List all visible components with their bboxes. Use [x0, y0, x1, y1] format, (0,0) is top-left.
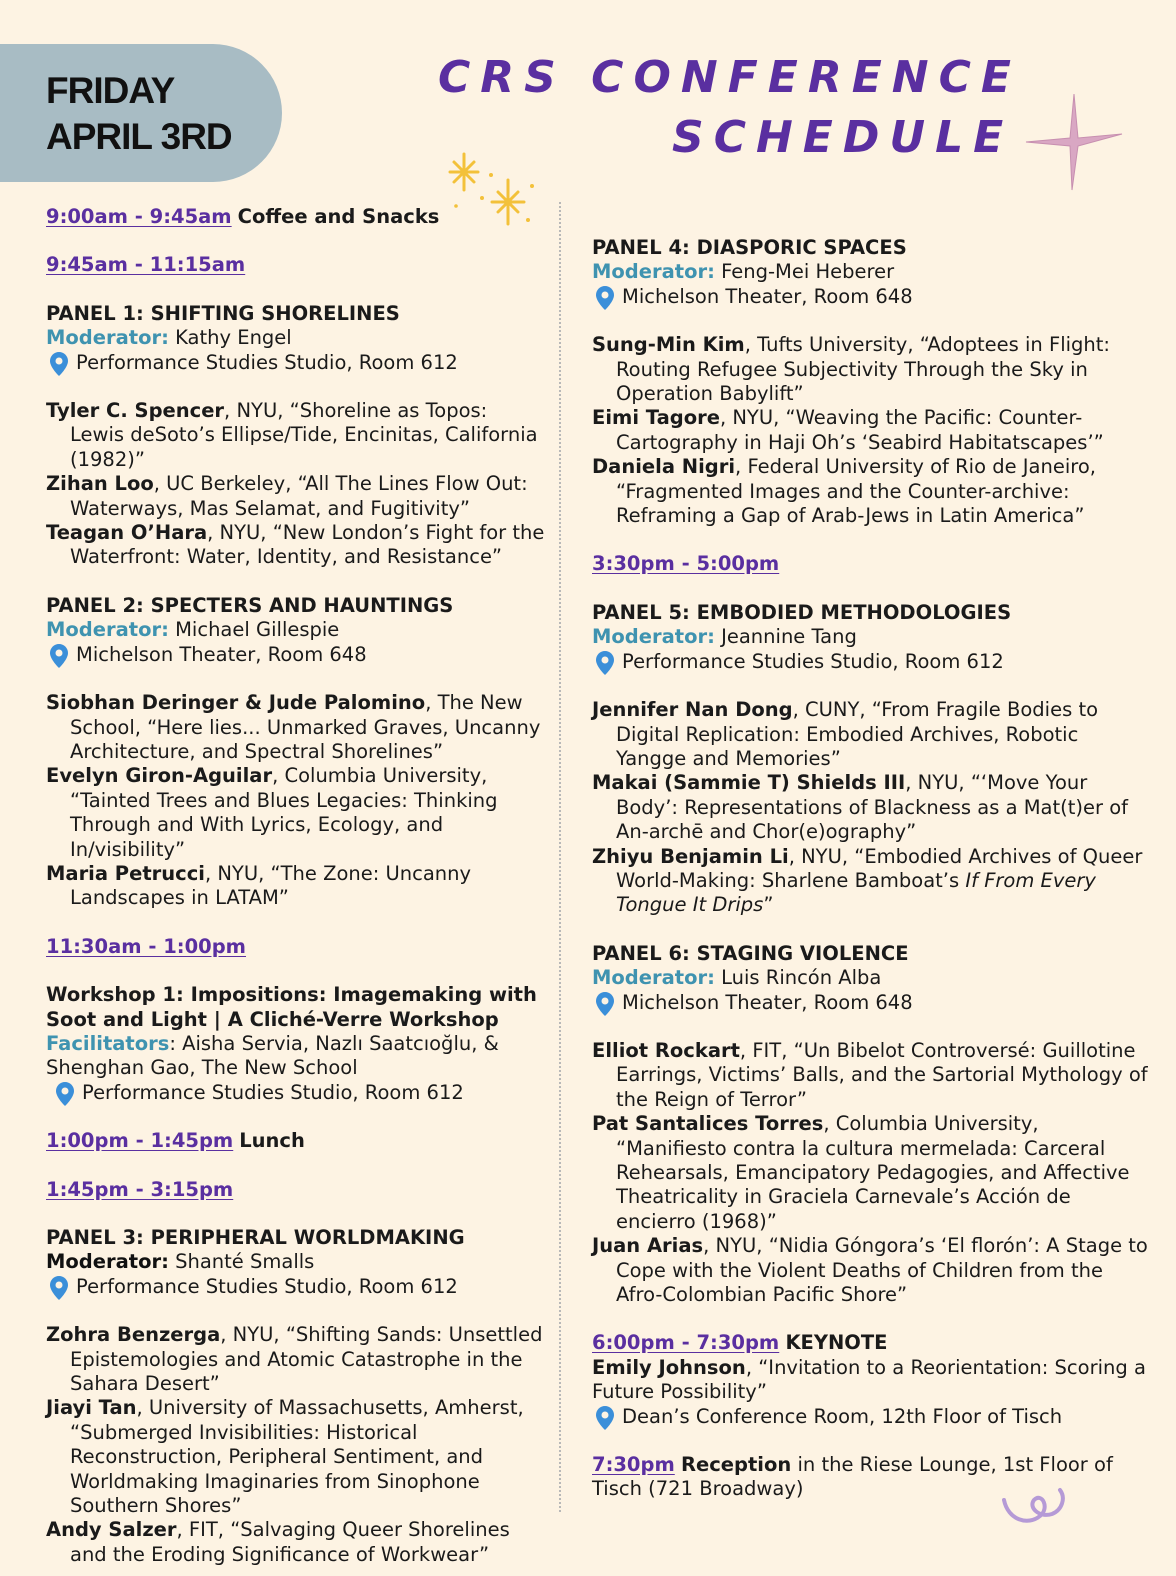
presenter-name: Andy Salzer: [46, 1518, 177, 1542]
location-pin-icon: [56, 1082, 74, 1106]
location-pin-icon: [50, 1276, 68, 1300]
presenter-name: Tyler C. Spencer: [46, 399, 225, 423]
moderator-label: Moderator:: [592, 260, 715, 284]
presenter-name: Eimi Tagore: [592, 406, 720, 430]
panel-title: PANEL 2: SPECTERS AND HAUNTINGS: [46, 593, 454, 617]
location-pin-icon: [596, 651, 614, 675]
reception-label: Reception: [680, 1453, 792, 1477]
moderator-label: Moderator:: [592, 625, 715, 649]
presenter-name: Zhiyu Benjamin Li: [592, 844, 789, 868]
time-link[interactable]: 6:00pm - 7:30pm: [592, 1331, 780, 1355]
panel-title: PANEL 1: SHIFTING SHORELINES: [46, 301, 400, 325]
moderator-name: Luis Rincón Alba: [721, 966, 882, 990]
date-label: APRIL 3RD: [46, 116, 232, 157]
presenter-name: Maria Petrucci: [46, 861, 205, 885]
time-link[interactable]: 7:30pm: [592, 1453, 675, 1477]
time-slot: [46, 935, 546, 959]
talk-item: Juan Arias, NYU, “Nidia Góngora’s ‘El florón’: A Stage to Cope with the Violent Deaths of Children from the Afro-Colombian Pacific Shore”: [592, 1234, 1148, 1307]
presenter-name: Daniela Nigri: [592, 455, 736, 479]
presenter-name: Juan Arias: [592, 1234, 704, 1258]
time-link[interactable]: 11:30am - 1:00pm: [46, 934, 246, 958]
reception: 7:30pm Reception in the Riese Lounge, 1st Floor of Tisch (721 Broadway): [592, 1453, 1113, 1501]
location: Michelson Theater, Room 648: [592, 991, 1152, 1015]
panel-title: PANEL 3: PERIPHERAL WORLDMAKING: [46, 1226, 465, 1249]
location: Michelson Theater, Room 648: [592, 285, 1152, 309]
time-slot: [46, 205, 546, 229]
facilitators-label: Facilitators: [46, 1031, 170, 1055]
keynote-label: KEYNOTE: [785, 1331, 888, 1355]
presenter-name: Jiayi Tan: [46, 1396, 137, 1420]
workshop-title: Workshop 1: Impositions: Imagemaking with Soot and Light | A Cliché-Verre Workshop: [46, 983, 537, 1031]
location: Performance Studies Studio, Room 612: [46, 1081, 546, 1105]
panel-title: PANEL 4: DIASPORIC SPACES: [592, 236, 907, 259]
presenter-name: Sung-Min Kim: [592, 333, 745, 357]
presenter-name: Siobhan Deringer & Jude Palomino: [46, 691, 426, 715]
talk-item: Sung-Min Kim, Tufts University, “Adoptees in Flight: Routing Refugee Subjectivity Through the Sky in Operation Babylift”: [592, 333, 1110, 406]
column-divider: [559, 202, 561, 1512]
moderator-label: Moderator:: [46, 326, 169, 350]
time-link[interactable]: 1:00pm - 1:45pm: [46, 1129, 234, 1153]
moderator-name: Jeannine Tang: [721, 625, 857, 649]
talk-item: Tyler C. Spencer, NYU, “Shoreline as Topos: Lewis deSoto’s Ellipse/Tide, Encinitas, California (1982)”: [46, 399, 538, 471]
time-slot: [46, 1178, 546, 1202]
time-link[interactable]: 3:30pm - 5:00pm: [592, 552, 780, 576]
day-badge: [0, 44, 282, 182]
location-pin-icon: [596, 992, 614, 1016]
location: Dean’s Conference Room, 12th Floor of Tisch: [592, 1405, 1152, 1429]
time-slot: [46, 1129, 546, 1153]
talk-item: Makai (Sammie T) Shields III, NYU, “‘Move Your Body’: Representations of Blackness as a Mat(t)er of An-archē and Chor(e)ography”: [592, 771, 1129, 844]
panel-title: PANEL 5: EMBODIED METHODOLOGIES: [592, 600, 1012, 624]
presenter-name: Makai (Sammie T) Shields III: [592, 771, 906, 795]
time-slot: [592, 552, 1152, 576]
moderator-label: Moderator:: [46, 618, 169, 642]
presenter-name: Zihan Loo: [46, 472, 154, 496]
sparkle-icon: [1024, 92, 1124, 192]
talk-item: Pat Santalices Torres, Columbia University, “Manifiesto contra la cultura mermelada: Carceral Rehearsals, Emancipatory Pedagogies, and Affective Theatricality in Graciela Carnevale’s Acción de encierro (1968)”: [592, 1112, 1130, 1233]
talk-item: Andy Salzer, FIT, “Salvaging Queer Shorelines and the Eroding Significance of Workwear”: [46, 1518, 510, 1566]
title-line-2: SCHEDULE: [672, 112, 1014, 163]
talk-item: Zihan Loo, UC Berkeley, “All The Lines Flow Out: Waterways, Mas Selamat, and Fugitivity”: [46, 472, 528, 520]
panel-5: [592, 601, 1152, 918]
presenter-name: Pat Santalices Torres: [592, 1112, 824, 1136]
location: Michelson Theater, Room 648: [46, 643, 546, 667]
panel-1: [46, 302, 546, 570]
presenter-name: Zohra Benzerga: [46, 1323, 221, 1347]
presenter-name: Jennifer Nan Dong: [592, 698, 793, 722]
location-pin-icon: [596, 1406, 614, 1430]
time-link[interactable]: 1:45pm - 3:15pm: [46, 1177, 234, 1201]
talk-item: Daniela Nigri, Federal University of Rio de Janeiro, “Fragmented Images and the Counter-archive: Reframing a Gap of Arab-Jews in Latin America”: [592, 455, 1096, 528]
moderator-name: Shanté Smalls: [175, 1250, 315, 1274]
presenter-name: Elliot Rockart: [592, 1038, 740, 1062]
location-pin-icon: [50, 644, 68, 668]
title-line-1: CRS CONFERENCE: [438, 52, 1021, 103]
location: Performance Studies Studio, Room 612: [46, 351, 546, 375]
time-link[interactable]: 9:45am - 11:15am: [46, 253, 246, 277]
talk-item: Eimi Tagore, NYU, “Weaving the Pacific: Counter-Cartography in Haji Oh’s ‘Seabird Habitatscapes’”: [592, 406, 1104, 454]
talk-item: Elliot Rockart, FIT, “Un Bibelot Controversé: Guillotine Earrings, Victims’ Balls, and the Sartorial Mythology of the Reign of Terror”: [592, 1038, 1148, 1111]
slot-label: Coffee and Snacks: [237, 205, 440, 228]
right-column: [592, 236, 1152, 1502]
moderator-name: Michael Gillespie: [175, 618, 340, 642]
panel-2: [46, 594, 546, 911]
talk-item: Zhiyu Benjamin Li, NYU, “Embodied Archives of Queer World-Making: Sharlene Bamboat’s If From Every Tongue It Drips”: [592, 844, 1143, 917]
talk-item: Jennifer Nan Dong, CUNY, “From Fragile Bodies to Digital Replication: Embodied Archives, Robotic Yangge and Memories”: [592, 698, 1099, 770]
talk-item: Zohra Benzerga, NYU, “Shifting Sands: Unsettled Epistemologies and Atomic Catastrophe in the Sahara Desert”: [46, 1323, 543, 1396]
slot-label: Lunch: [239, 1129, 305, 1153]
swirl-doodle-icon: [1000, 1486, 1072, 1530]
time-slot: [46, 253, 546, 277]
talk-item: Maria Petrucci, NYU, “The Zone: Uncanny Landscapes in LATAM”: [46, 861, 472, 910]
talk-item: Siobhan Deringer & Jude Palomino, The New School, “Here lies... Unmarked Graves, Uncanny Architecture, and Spectral Shorelines”: [46, 691, 541, 763]
presenter-name: Teagan O’Hara: [46, 521, 208, 545]
panel-6: [592, 942, 1152, 1308]
moderator-label: Moderator:: [592, 966, 715, 990]
keynote: 6:00pm - 7:30pm KEYNOTE Emily Johnson, “Invitation to a Reorientation: Scoring a Future Possibility” Dean’s Conference Room, 12th Floor of Tisch: [592, 1331, 1152, 1429]
moderator-name: Feng-Mei Heberer: [721, 260, 895, 284]
moderator-label: Moderator:: [46, 1250, 169, 1274]
presenter-name: Emily Johnson: [592, 1355, 746, 1379]
talk-item: Jiayi Tan, University of Massachusetts, Amherst, “Submerged Invisibilities: Historical Reconstruction, Peripheral Sentiment, and Worldmaking Imaginaries from Sinophone Southern Shores”: [46, 1396, 524, 1518]
panel-4: [592, 236, 1152, 528]
talk-item: Evelyn Giron-Aguilar, Columbia University, “Tainted Trees and Blues Legacies: Thinking Through and With Lyrics, Ecology, and In/visibility”: [46, 764, 498, 861]
talk-item: Teagan O’Hara, NYU, “New London’s Fight for the Waterfront: Water, Identity, and Resistance”: [46, 521, 545, 569]
left-column: [46, 205, 546, 1567]
panel-title: PANEL 6: STAGING VIOLENCE: [592, 941, 909, 965]
location-pin-icon: [596, 286, 614, 310]
facilitators-names: : Aisha Servia, Nazlı Saatcıoğlu, & Shenghan Gao, The New School: [46, 1031, 499, 1080]
time-link[interactable]: 9:00am - 9:45am: [46, 205, 232, 228]
location: Performance Studies Studio, Room 612: [46, 1275, 546, 1299]
location-pin-icon: [50, 352, 68, 376]
presenter-name: Evelyn Giron-Aguilar: [46, 764, 273, 788]
panel-3: [46, 1226, 546, 1567]
location: Performance Studies Studio, Room 612: [592, 650, 1152, 674]
workshop-1: [46, 983, 546, 1105]
moderator-name: Kathy Engel: [175, 326, 292, 350]
day-label: FRIDAY: [46, 70, 175, 111]
